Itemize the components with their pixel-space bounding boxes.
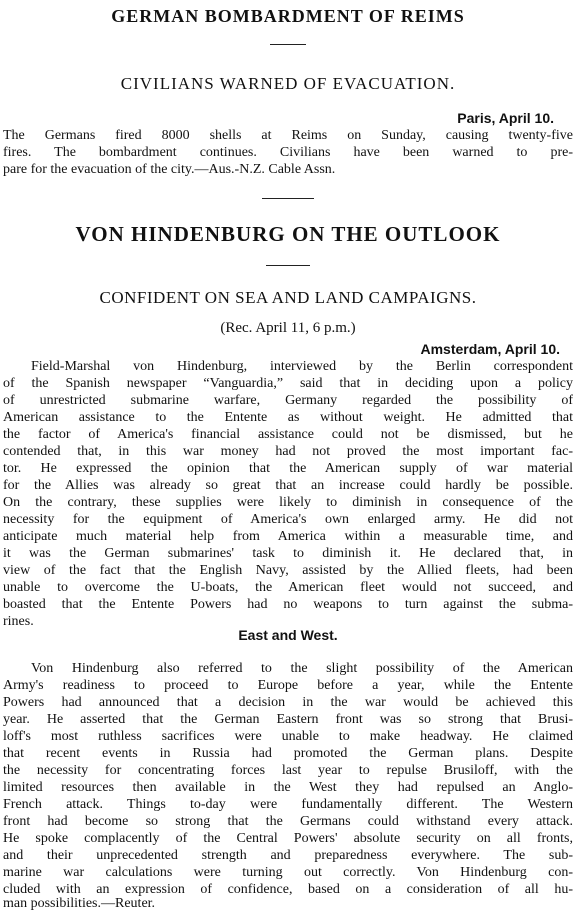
article1-line: pare for the evacuation of the city.—Aus.-N.Z. Cable Assn. xyxy=(3,162,336,177)
article2-p2-line: the necessity for concentrating forces last year to repulse Brusiloff, with the xyxy=(3,763,573,778)
article1-separator xyxy=(270,44,306,45)
article2-p2-line: that recent events in Russia had promoted the German plans. Despite xyxy=(3,746,573,761)
article-divider xyxy=(262,198,314,199)
article2-p1-line: anticipate much material help from America within a measurable time, and xyxy=(3,529,573,544)
article2-p2-line: limited resources then available in the West they had repulsed an Anglo- xyxy=(3,780,573,795)
article2-p2-line: He spoke complacently of the Central Powers' absolute security on all fronts, xyxy=(3,831,573,846)
article2-p1-line: of unrestricted submarine warfare, Germany regarded the possibility of xyxy=(3,393,573,408)
article2-p1-line: tor. He expressed the opinion that the American supply of war material xyxy=(3,461,573,476)
article2-p1-line: necessity for the equipment of America's own enlarged army. He did not xyxy=(3,512,573,527)
article2-p2-line: man possibilities.—Reuter. xyxy=(3,896,156,911)
article2-p2-line: marine war calculations were turning out correctly. Von Hindenburg con- xyxy=(3,865,573,880)
article2-p2-line: Von Hindenburg also referred to the slight possibility of the American xyxy=(31,661,573,676)
article2-p2-line: year. He asserted that the German Eastern front was so strong that Brusi- xyxy=(3,712,573,727)
article2-p1-line: view of the fact that the English Navy, assisted by the Allied fleets, had been xyxy=(3,563,573,578)
article2-dateline: Amsterdam, April 10. xyxy=(420,341,560,357)
article2-p2-line: French attack. Things to-day were fundamentally different. The Western xyxy=(3,797,573,812)
article2-p1-line: Field-Marshal von Hindenburg, interviewed by the Berlin correspondent xyxy=(31,359,573,374)
article2-p1-line: the factor of America's financial assistance could not be dismissed, but he xyxy=(3,427,573,442)
article2-p1-line: for the Allies was already so great that an increase could hardly be possible. xyxy=(3,478,573,493)
article1-dateline: Paris, April 10. xyxy=(457,110,554,126)
article2-p1-line: rines. xyxy=(3,614,34,629)
article2-p1-line: unable to overcome the U-boats, the American fleet would not succeed, and xyxy=(3,580,573,595)
article2-separator xyxy=(266,265,310,266)
article2-headline: VON HINDENBURG ON THE OUTLOOK xyxy=(75,222,501,246)
article2-subheadline: CONFIDENT ON SEA AND LAND CAMPAIGNS. xyxy=(99,288,477,307)
article2-p1-line: boasted that the Entente Powers had no weapons to turn against the subma- xyxy=(3,597,573,612)
article2-p2-line: Powers had announced that a decision in the war would be achieved this xyxy=(3,695,573,710)
section-subhead: East and West. xyxy=(238,627,338,643)
article1-subheadline: CIVILIANS WARNED OF EVACUATION. xyxy=(120,74,456,93)
article1-headline: GERMAN BOMBARDMENT OF REIMS xyxy=(111,6,465,26)
article2-p2-line: Army's readiness to proceed to Europe before a year, while the Entente xyxy=(3,678,573,693)
article2-p2-line: and their unprecedented strength and preparedness everywhere. The sub- xyxy=(3,848,573,863)
article2-p2-line: front had become so strong that the Germans could withstand every attack. xyxy=(3,814,573,829)
article2-received-time: (Rec. April 11, 6 p.m.) xyxy=(220,320,356,336)
article2-p1-line: On the contrary, these supplies were likely to diminish in consequence of the xyxy=(3,495,573,510)
article2-p2-line: cluded with an expression of confidence, based on a consideration of all hu- xyxy=(3,882,573,897)
article1-line: fires. The bombardment continues. Civilians have been warned to pre- xyxy=(3,145,573,160)
article2-p1-line: it was the German submarines' task to diminish it. He declared that, in xyxy=(3,546,573,561)
article2-p1-line: contended that, in this war money had not proved the most important fac- xyxy=(3,444,573,459)
article2-p1-line: American assistance to the Entente as without weight. He admitted that xyxy=(3,410,573,425)
article2-p2-line: loff's most ruthless sacrifices were unable to make headway. He claimed xyxy=(3,729,573,744)
article1-line: The Germans fired 8000 shells at Reims on Sunday, causing twenty-five xyxy=(3,128,573,143)
article2-p1-line: of the Spanish newspaper “Vanguardia,” said that in deciding upon a policy xyxy=(3,376,573,391)
